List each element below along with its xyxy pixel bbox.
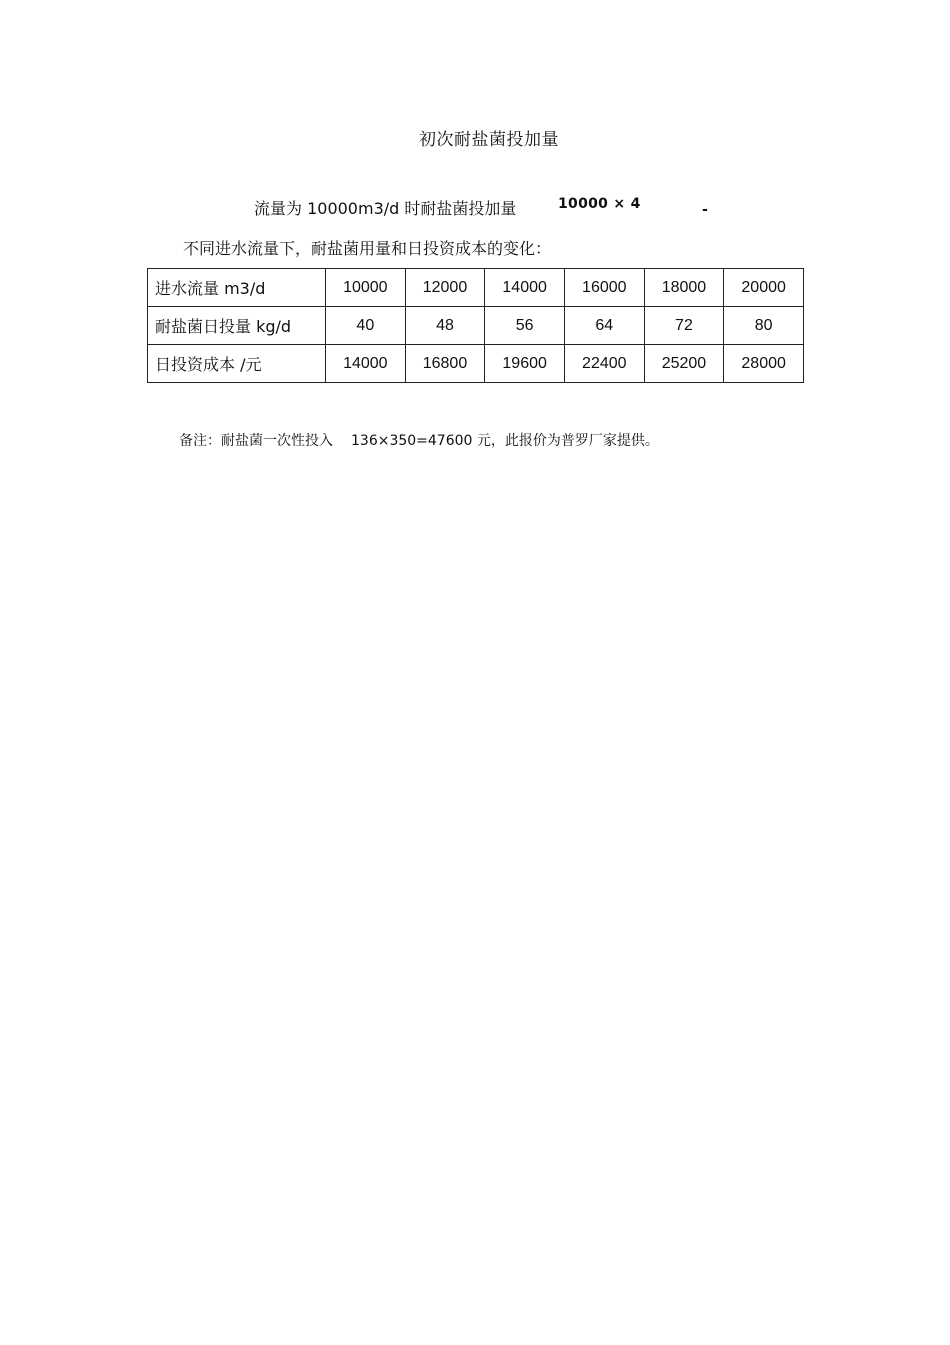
formula-trailing-mark: -	[702, 202, 708, 218]
table-cell: 16000	[564, 269, 644, 307]
table-cell: 22400	[564, 345, 644, 383]
table-cell: 72	[644, 307, 724, 345]
table-cell: 20000	[724, 269, 804, 307]
dosage-cost-table	[147, 268, 804, 383]
flow-dosage-text: 流量为 10000m3/d 时耐盐菌投加量	[254, 199, 517, 218]
row-label: 进水流量 m3/d	[148, 269, 326, 307]
remark-note	[179, 430, 659, 450]
table-cell: 12000	[405, 269, 485, 307]
document-title: 初次耐盐菌投加量	[419, 130, 559, 150]
row-label: 耐盐菌日投量 kg/d	[148, 307, 326, 345]
table-cell: 19600	[485, 345, 565, 383]
table-cell: 16800	[405, 345, 485, 383]
table-row	[148, 307, 804, 345]
table-cell: 25200	[644, 345, 724, 383]
table-row	[148, 345, 804, 383]
table-cell: 80	[724, 307, 804, 345]
remark-body: 136×350=47600 元，此报价为普罗厂家提供。	[351, 433, 659, 449]
table-cell: 18000	[644, 269, 724, 307]
table-cell: 40	[326, 307, 406, 345]
table-cell: 48	[405, 307, 485, 345]
table-row	[148, 269, 804, 307]
row-label: 日投资成本 /元	[148, 345, 326, 383]
table-cell: 14000	[326, 345, 406, 383]
table-cell: 10000	[326, 269, 406, 307]
table-intro: 不同进水流量下，耐盐菌用量和日投资成本的变化：	[183, 239, 552, 258]
table-cell: 56	[485, 307, 565, 345]
dosage-formula: 10000 × 4	[558, 196, 641, 212]
flow-dosage-line	[254, 196, 516, 219]
table-cell: 64	[564, 307, 644, 345]
table-cell: 28000	[724, 345, 804, 383]
table-cell: 14000	[485, 269, 565, 307]
remark-prefix: 备注：耐盐菌一次性投入	[179, 433, 333, 449]
